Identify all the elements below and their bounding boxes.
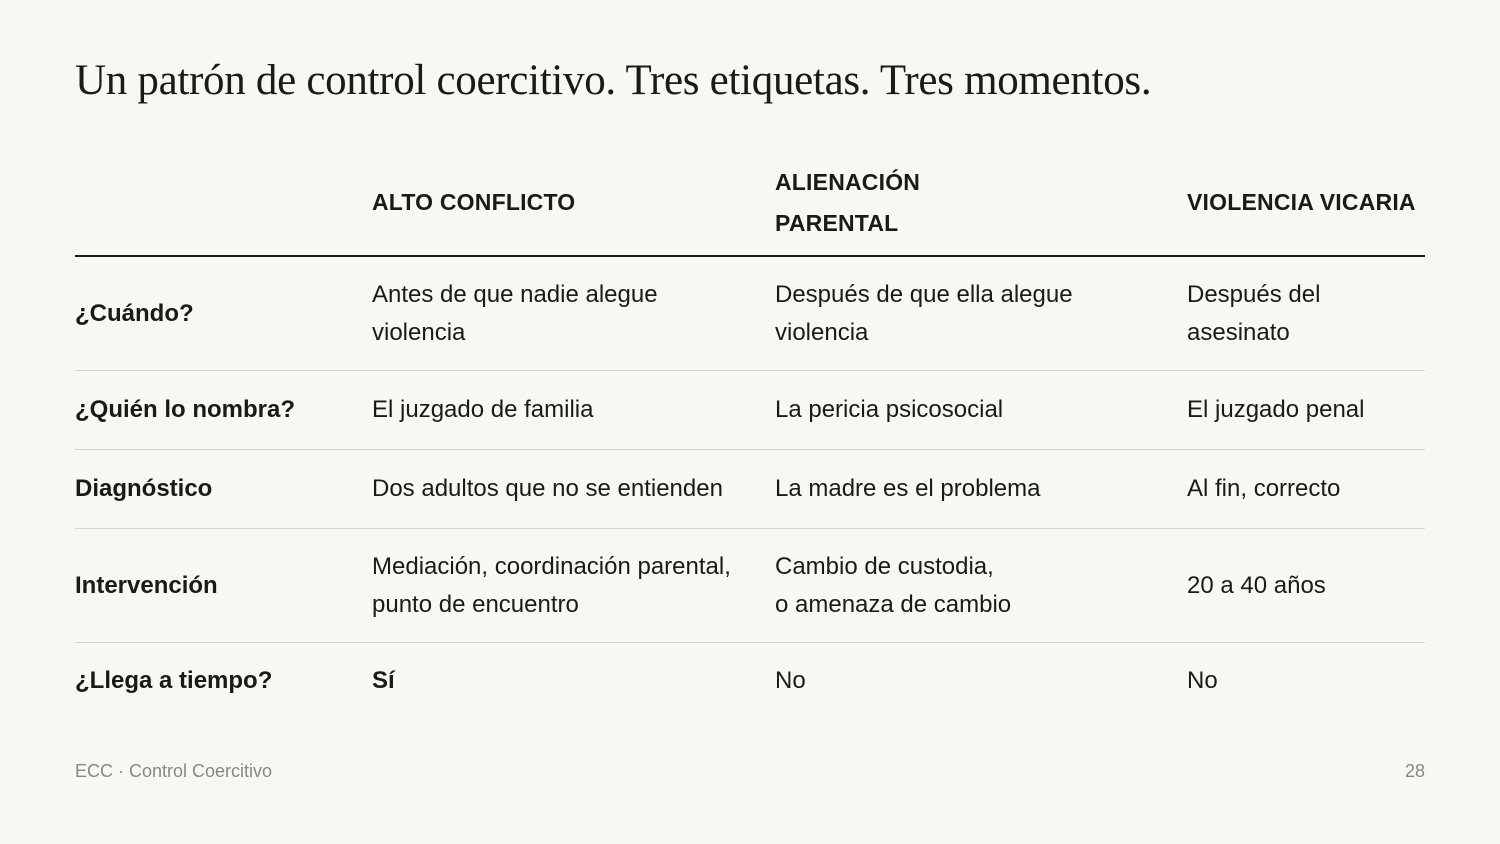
- cell-line: Antes de que nadie alegue: [372, 280, 658, 308]
- table-row-llega-a-tiempo: [75, 643, 1425, 719]
- cell-intervencion-violencia-vicaria: 20 a 40 años: [1187, 571, 1326, 599]
- slide-title: Un patrón de control coercitivo. Tres etiquetas. Tres momentos.: [75, 57, 1152, 104]
- cell-line: Mediación, coordinación parental,: [372, 552, 731, 580]
- column-header-violencia-vicaria: VIOLENCIA VICARIA: [1187, 189, 1416, 215]
- cell-line: violencia: [775, 318, 869, 346]
- cell-quien-violencia-vicaria: El juzgado penal: [1187, 396, 1365, 423]
- column-header-alto-conflicto: ALTO CONFLICTO: [372, 189, 576, 215]
- cell-quien-alto-conflicto: El juzgado de familia: [372, 396, 594, 423]
- table-header-row: [75, 150, 1425, 257]
- cell-diagnostico-alto-conflicto: Dos adultos que no se entienden: [372, 475, 723, 502]
- cell-line: Después del: [1187, 280, 1321, 308]
- table-row-intervencion: [75, 529, 1425, 643]
- row-label-intervencion: Intervención: [75, 571, 218, 599]
- table-row-cuando: [75, 257, 1425, 371]
- cell-cuando-alienacion: [775, 276, 1187, 352]
- cell-line: violencia: [372, 318, 466, 346]
- column-header-alienacion-parental: [775, 162, 1187, 244]
- cell-quien-alienacion: La pericia psicosocial: [775, 396, 1004, 423]
- cell-diagnostico-alienacion: La madre es el problema: [775, 475, 1041, 502]
- cell-line: o amenaza de cambio: [775, 590, 1012, 618]
- row-label-cuando: ¿Cuándo?: [75, 299, 194, 327]
- footer-source: ECC · Control Coercitivo: [75, 761, 273, 781]
- comparison-table: [75, 150, 1425, 719]
- cell-intervencion-alto-conflicto: [372, 548, 775, 624]
- column-header-line: PARENTAL: [775, 209, 899, 236]
- cell-cuando-violencia-vicaria: [1187, 276, 1425, 352]
- cell-llega-alto-conflicto: Sí: [372, 667, 395, 694]
- page-number: 28: [1404, 761, 1425, 781]
- table-row-quien: [75, 371, 1425, 450]
- cell-llega-alienacion: No: [775, 667, 806, 694]
- cell-line: punto de encuentro: [372, 590, 579, 618]
- row-label-llega-a-tiempo: ¿Llega a tiempo?: [75, 667, 273, 694]
- column-header-line: ALIENACIÓN: [775, 168, 921, 195]
- cell-llega-violencia-vicaria: No: [1187, 667, 1218, 694]
- cell-line: Cambio de custodia,: [775, 552, 994, 580]
- cell-line: Después de que ella alegue: [775, 280, 1073, 308]
- row-label-quien: ¿Quién lo nombra?: [75, 396, 295, 423]
- cell-intervencion-alienacion: [775, 548, 1187, 624]
- cell-line: asesinato: [1187, 318, 1290, 346]
- row-label-diagnostico: Diagnóstico: [75, 475, 213, 502]
- cell-cuando-alto-conflicto: [372, 276, 775, 352]
- cell-diagnostico-violencia-vicaria: Al fin, correcto: [1187, 475, 1341, 502]
- table-row-diagnostico: [75, 450, 1425, 529]
